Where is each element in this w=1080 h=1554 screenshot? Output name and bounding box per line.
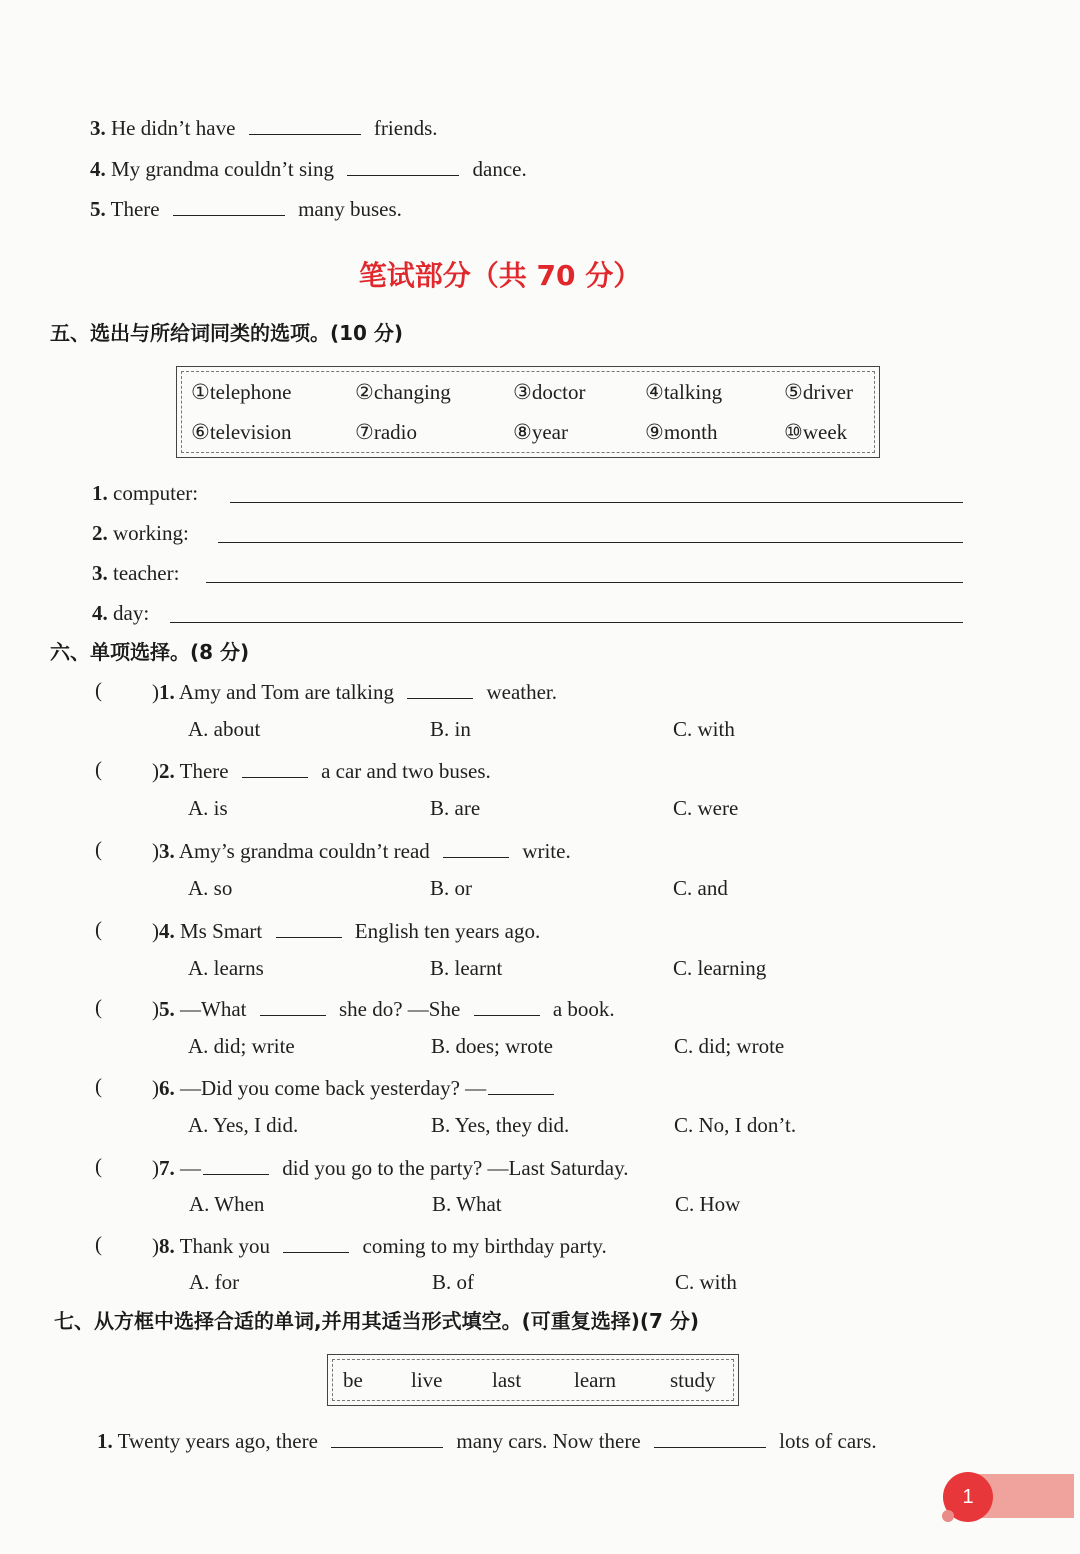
part5-question-1 — [92, 480, 198, 506]
part5-question-3 — [92, 560, 179, 586]
box-word-live: live — [411, 1368, 443, 1392]
mc-question-3 — [152, 837, 571, 864]
stem-text: Ms Smart — [180, 919, 263, 943]
listening-item-4 — [90, 155, 527, 182]
option-c[interactable]: C. learning — [673, 956, 767, 980]
box-item-7: ⑦radio — [355, 420, 417, 444]
answer-blank[interactable] — [407, 678, 473, 699]
item-number: 3. — [90, 116, 106, 140]
box-word-study: study — [670, 1368, 716, 1392]
option-b[interactable]: B. What — [432, 1192, 502, 1216]
item-text: My grandma couldn’t sing — [111, 157, 335, 181]
item-number: 4. — [90, 157, 106, 181]
answer-paren-open: ( — [95, 757, 102, 781]
option-a[interactable]: A. When — [189, 1192, 265, 1216]
answer-blank[interactable] — [488, 1074, 554, 1095]
box-item-10: ⑩week — [784, 420, 848, 444]
stem-text: — — [180, 1156, 201, 1180]
option-a[interactable]: A. did; write — [188, 1034, 295, 1058]
answer-paren-open: ( — [95, 1232, 102, 1256]
answer-paren-open: ( — [95, 917, 102, 941]
listening-item-3 — [90, 114, 438, 141]
part6-heading: 六、单项选择。(8 分) — [50, 640, 250, 664]
option-c[interactable]: C. How — [675, 1192, 741, 1216]
listening-item-5 — [90, 195, 402, 222]
stem-text: many cars. Now there — [456, 1429, 641, 1453]
stem-text: —Did you come back yesterday? — — [180, 1076, 487, 1100]
option-a[interactable]: A. so — [188, 876, 233, 900]
box-item-3: ③doctor — [513, 380, 586, 404]
item-number: 5. — [90, 197, 106, 221]
stem-text: lots of cars. — [779, 1429, 877, 1453]
option-a[interactable]: A. about — [188, 717, 261, 741]
answer-blank[interactable] — [331, 1427, 443, 1448]
option-c[interactable]: C. with — [675, 1270, 737, 1294]
option-b[interactable]: B. in — [430, 717, 471, 741]
item-text: many buses. — [298, 197, 402, 221]
box-word-be: be — [343, 1368, 363, 1392]
stem-text: she do? —She — [338, 997, 461, 1021]
item-number: 2. — [92, 521, 108, 545]
paren-close: ) — [152, 997, 159, 1021]
stem-text: a book. — [552, 997, 615, 1021]
item-number: 1. — [92, 481, 108, 505]
item-number: 3. — [92, 561, 108, 585]
answer-blank[interactable] — [249, 114, 361, 135]
stem-text: Twenty years ago, there — [117, 1429, 318, 1453]
part5-question-2 — [92, 520, 189, 546]
answer-blank[interactable] — [443, 837, 509, 858]
item-number: 4. — [159, 919, 175, 943]
option-b[interactable]: B. of — [432, 1270, 474, 1294]
answer-paren-open: ( — [95, 995, 102, 1019]
box-item-9: ⑨month — [645, 420, 718, 444]
answer-paren-open: ( — [95, 1154, 102, 1178]
paren-close: ) — [152, 759, 159, 783]
box-word-learn: learn — [574, 1368, 616, 1392]
option-b[interactable]: B. learnt — [430, 956, 503, 980]
option-b[interactable]: B. or — [430, 876, 472, 900]
answer-line-2[interactable] — [218, 542, 963, 543]
item-text: working: — [113, 521, 189, 545]
box-word-last: last — [492, 1368, 522, 1392]
stem-text: —What — [180, 997, 247, 1021]
stem-text: coming to my birthday party. — [362, 1234, 607, 1258]
item-number: 2. — [159, 759, 175, 783]
item-number: 1. — [97, 1429, 113, 1453]
item-number: 8. — [159, 1234, 175, 1258]
stem-text: English ten years ago. — [354, 919, 541, 943]
stem-text: Amy and Tom are talking — [178, 680, 394, 704]
page-number-badge: 1 — [943, 1472, 993, 1522]
box-item-1: ①telephone — [191, 380, 292, 404]
mc-question-8 — [152, 1232, 607, 1259]
answer-line-4[interactable] — [170, 622, 963, 623]
item-text: computer: — [113, 481, 199, 505]
answer-blank[interactable] — [242, 757, 308, 778]
answer-blank[interactable] — [654, 1427, 766, 1448]
paren-close: ) — [152, 1076, 159, 1100]
stem-text: did you go to the party? —Last Saturday. — [282, 1156, 629, 1180]
mc-question-6 — [152, 1074, 562, 1101]
item-number: 3. — [159, 839, 175, 863]
part7-question-1 — [97, 1427, 877, 1454]
answer-blank[interactable] — [283, 1232, 349, 1253]
stem-text: weather. — [486, 680, 557, 704]
paren-close: ) — [152, 919, 159, 943]
answer-paren-open: ( — [95, 678, 102, 702]
paren-close: ) — [152, 1234, 159, 1258]
paren-close: ) — [152, 1156, 159, 1180]
stem-text: Thank you — [179, 1234, 271, 1258]
mc-question-2 — [152, 757, 491, 784]
answer-blank[interactable] — [260, 995, 326, 1016]
answer-blank[interactable] — [203, 1154, 269, 1175]
item-text: day: — [113, 601, 150, 625]
option-c[interactable]: C. were — [673, 796, 739, 820]
option-b[interactable]: B. does; wrote — [431, 1034, 553, 1058]
box-item-6: ⑥television — [191, 420, 292, 444]
mc-question-1 — [152, 678, 557, 705]
answer-line-3[interactable] — [206, 582, 963, 583]
answer-blank[interactable] — [474, 995, 540, 1016]
mc-question-4 — [152, 917, 540, 944]
option-a[interactable]: A. for — [189, 1270, 240, 1294]
answer-blank[interactable] — [173, 195, 285, 216]
box-item-8: ⑧year — [513, 420, 568, 444]
mc-question-5 — [152, 995, 615, 1022]
item-number: 1. — [159, 680, 175, 704]
option-c[interactable]: C. did; wrote — [674, 1034, 785, 1058]
option-c[interactable]: C. with — [673, 717, 735, 741]
item-text: friends. — [373, 116, 438, 140]
answer-blank[interactable] — [276, 917, 342, 938]
option-b[interactable]: B. Yes, they did. — [431, 1113, 570, 1137]
badge-dot — [942, 1510, 954, 1522]
part7-heading: 七、从方框中选择合适的单词,并用其适当形式填空。(可重复选择)(7 分) — [54, 1309, 700, 1333]
box-item-2: ②changing — [355, 380, 451, 404]
stem-text: Amy’s grandma couldn’t read — [178, 839, 430, 863]
item-number: 5. — [159, 997, 175, 1021]
stem-text: There — [179, 759, 229, 783]
option-c[interactable]: C. No, I don’t. — [674, 1113, 797, 1137]
answer-blank[interactable] — [347, 155, 459, 176]
answer-paren-open: ( — [95, 1074, 102, 1098]
mc-question-7 — [152, 1154, 628, 1181]
part5-heading: 五、选出与所给词同类的选项。(10 分) — [50, 321, 404, 345]
box-item-4: ④talking — [645, 380, 723, 404]
paren-close: ) — [152, 680, 159, 704]
option-c[interactable]: C. and — [673, 876, 728, 900]
item-text: There — [110, 197, 160, 221]
section-title: 笔试部分（共 70 分） — [358, 259, 642, 292]
stem-text: write. — [522, 839, 571, 863]
part5-question-4 — [92, 600, 149, 626]
option-b[interactable]: B. are — [430, 796, 481, 820]
box-item-5: ⑤driver — [784, 380, 853, 404]
option-a[interactable]: A. Yes, I did. — [188, 1113, 299, 1137]
option-a[interactable]: A. learns — [188, 956, 264, 980]
option-a[interactable]: A. is — [188, 796, 228, 820]
paren-close: ) — [152, 839, 159, 863]
item-text: dance. — [472, 157, 527, 181]
item-text: He didn’t have — [111, 116, 236, 140]
item-number: 6. — [159, 1076, 175, 1100]
stem-text: a car and two buses. — [321, 759, 491, 783]
item-number: 7. — [159, 1156, 175, 1180]
answer-paren-open: ( — [95, 837, 102, 861]
answer-line-1[interactable] — [230, 502, 963, 503]
item-text: teacher: — [113, 561, 180, 585]
item-number: 4. — [92, 601, 108, 625]
